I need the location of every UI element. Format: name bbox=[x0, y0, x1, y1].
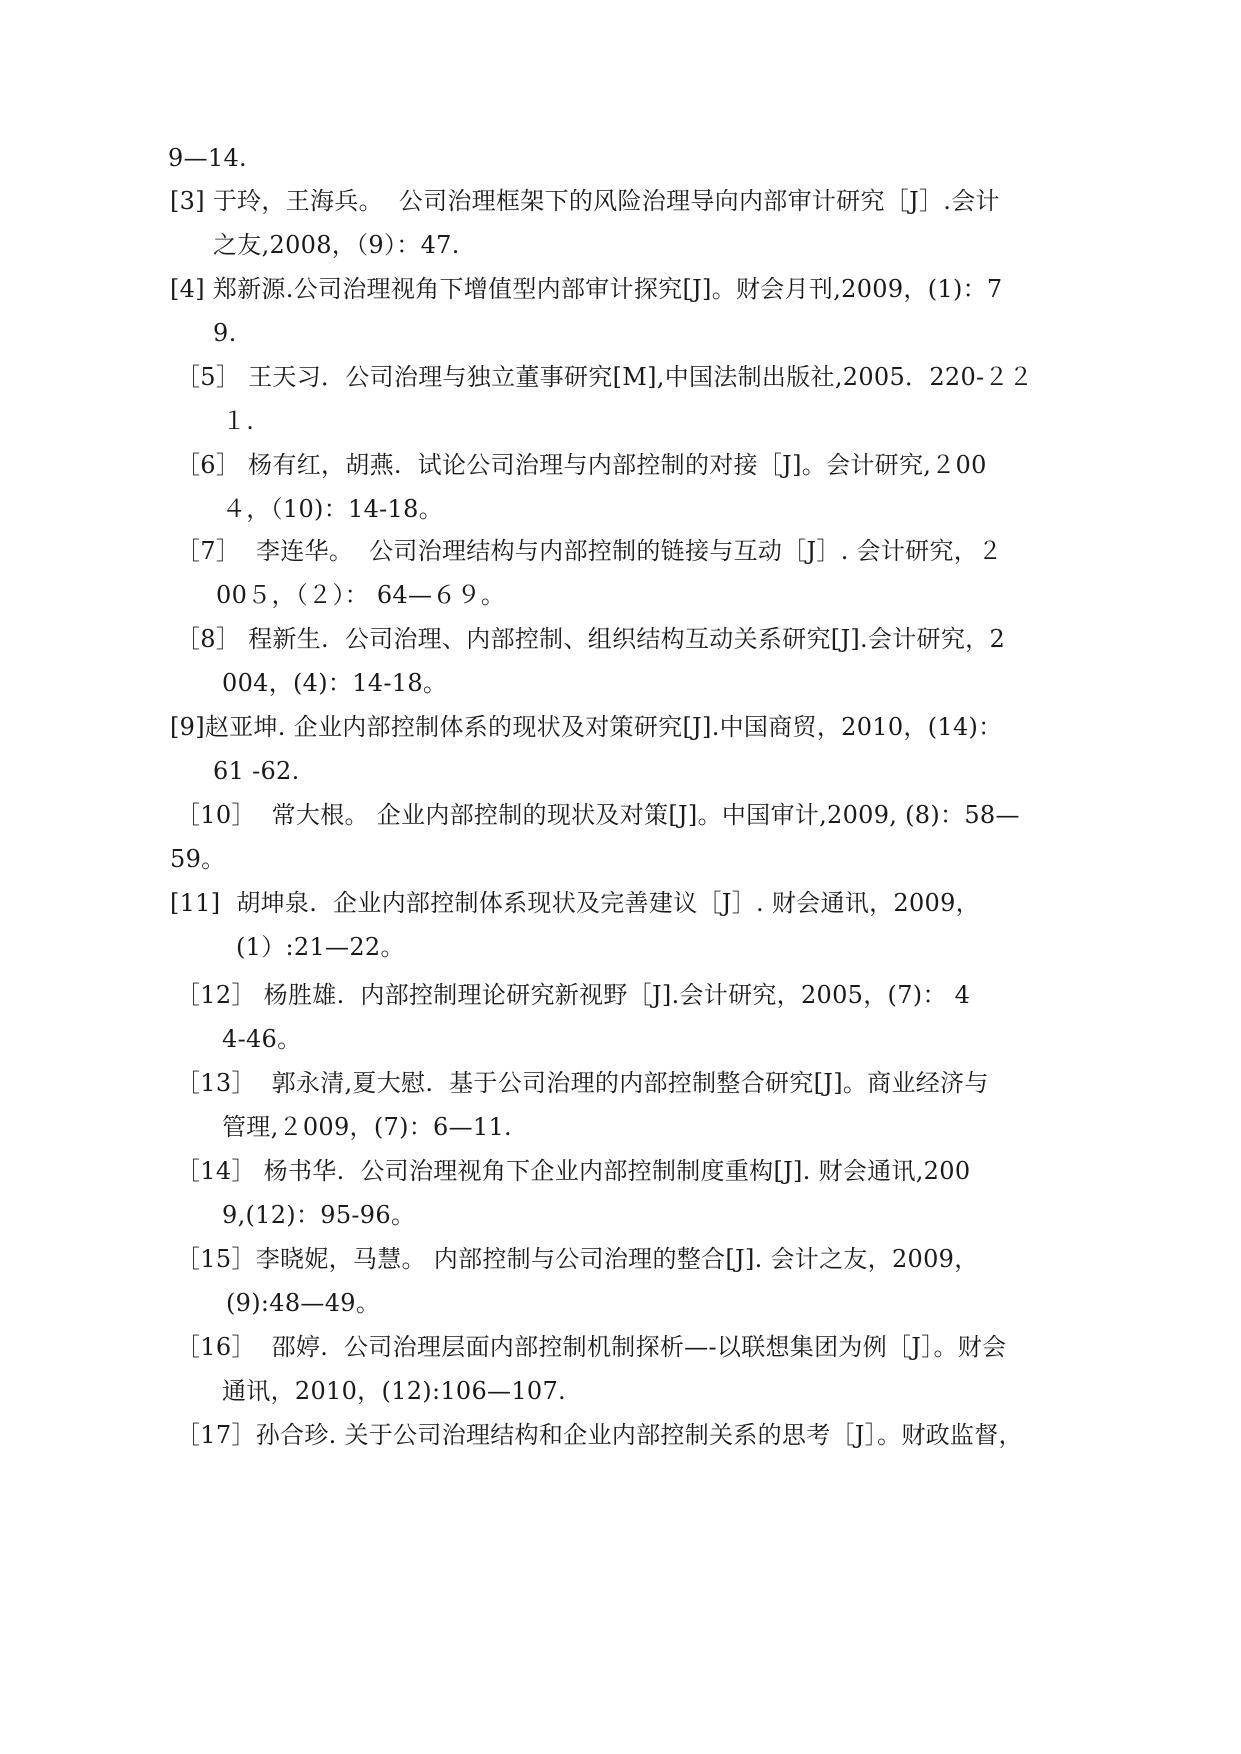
reference-item: ［5］ 王天习．公司治理与独立董事研究[M],中国法制出版社,2005．220-２２ bbox=[176, 363, 1034, 391]
reference-item-continuation: 59。 bbox=[170, 845, 226, 873]
reference-item-continuation: 9,(12)：95-96。 bbox=[222, 1201, 416, 1229]
reference-item: ［12］ 杨胜雄. 内部控制理论研究新视野［J].会计研究，2005，(7)： 4 bbox=[176, 981, 971, 1009]
reference-item: ［17］孙合珍. 关于公司治理结构和企业内部控制关系的思考［J］。财政监督， bbox=[176, 1421, 1023, 1449]
reference-item: [3] 于玲，王海兵。 公司治理框架下的风险治理导向内部审计研究［J］.会计 bbox=[170, 187, 1000, 215]
reference-item: ［7］ 李连华。 公司治理结构与内部控制的链接与互动［J］. 会计研究，２ bbox=[176, 537, 1003, 565]
reference-item-continuation: 9. bbox=[213, 319, 237, 347]
reference-item: [4] 郑新源.公司治理视角下增值型内部审计探究[J]。财会月刊,2009，(1)：7 bbox=[170, 275, 1003, 303]
reference-continuation: 9—14. bbox=[168, 144, 247, 172]
reference-item: ［16］ 邵婷. 公司治理层面内部控制机制探析—-以联想集团为例［J］。财会 bbox=[176, 1333, 1007, 1361]
reference-item: ［6］ 杨有红，胡燕. 试论公司治理与内部控制的对接［J]。会计研究,２00 bbox=[176, 451, 987, 479]
reference-item-continuation: 通讯，2010，(12):106—107. bbox=[222, 1377, 566, 1405]
reference-item-continuation: 00５，（２）： 64—６９。 bbox=[216, 581, 506, 609]
reference-item-continuation: 61 -62. bbox=[213, 757, 300, 785]
reference-item: ［13］ 郭永清,夏大慰. 基于公司治理的内部控制整合研究[J]。商业经济与 bbox=[176, 1069, 989, 1097]
reference-item: ［8］ 程新生. 公司治理、内部控制、组织结构互动关系研究[J].会计研究，2 bbox=[176, 625, 1006, 653]
reference-item-continuation: (1）:21—22。 bbox=[236, 933, 405, 961]
reference-item-continuation: 004，(4)：14-18。 bbox=[222, 669, 448, 697]
reference-item-continuation: ４，（10)：14-18。 bbox=[222, 495, 443, 523]
reference-item-continuation: 之友,2008，（9）：47. bbox=[213, 231, 460, 259]
reference-item-continuation: 4-46。 bbox=[222, 1025, 302, 1053]
reference-item: ［15］李晓妮，马慧。 内部控制与公司治理的整合[J]. 会计之友，2009， bbox=[176, 1245, 979, 1273]
reference-item-continuation: (9):48—49。 bbox=[226, 1289, 381, 1317]
reference-item-continuation: １. bbox=[222, 407, 255, 435]
reference-item-continuation: 管理,２009，(7)：6—11. bbox=[222, 1113, 512, 1141]
reference-item: [9]赵亚坤. 企业内部控制体系的现状及对策研究[J].中国商贸，2010，(14)： bbox=[170, 713, 1003, 741]
reference-item: [11] 胡坤泉. 企业内部控制体系现状及完善建议［J］. 财会通讯，2009， bbox=[170, 889, 980, 917]
reference-item: ［14］ 杨书华. 公司治理视角下企业内部控制制度重构[J]. 财会通讯,200 bbox=[176, 1157, 971, 1185]
reference-item: ［10］ 常大根。 企业内部控制的现状及对策[J]。中国审计,2009, (8)：58— bbox=[176, 801, 1020, 829]
